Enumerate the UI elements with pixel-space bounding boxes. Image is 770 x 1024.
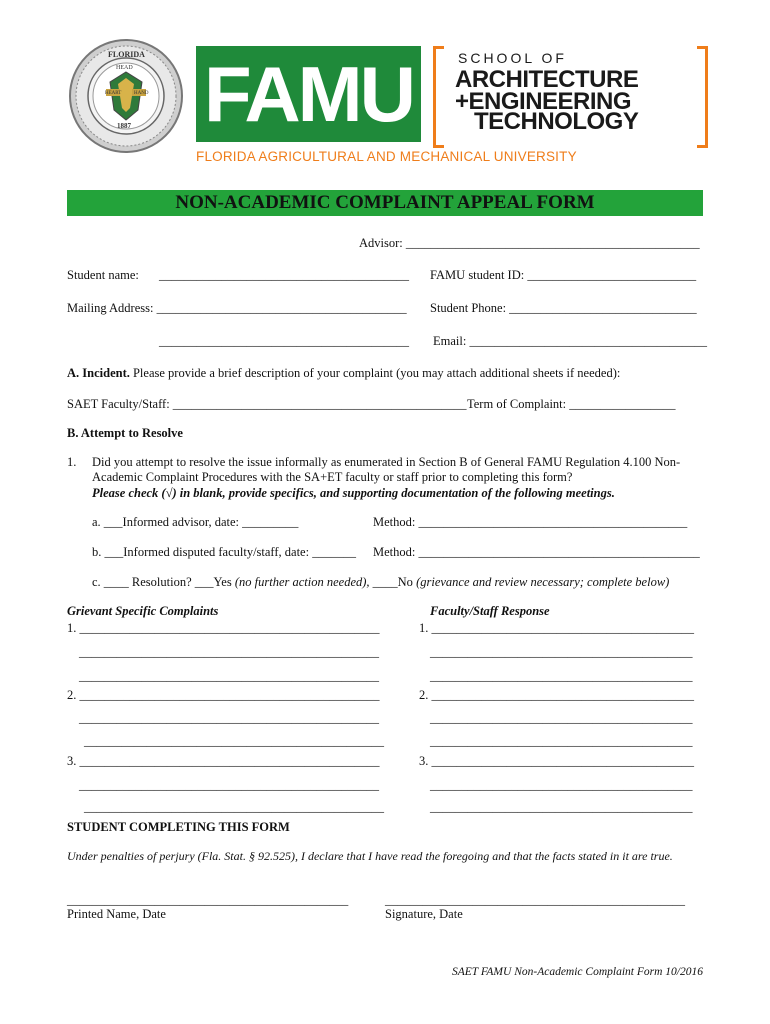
famu-wordmark: FAMU <box>204 50 413 138</box>
informed-advisor-item[interactable]: a. ___Informed advisor, date: _________ <box>92 515 299 529</box>
method-b-field[interactable]: Method: _____________________________________________ <box>373 545 700 559</box>
student-phone-field[interactable]: Student Phone: ______________________________ <box>430 301 697 315</box>
student-completing-heading: STUDENT COMPLETING THIS FORM <box>67 820 290 834</box>
faculty-response-header: Faculty/Staff Response <box>430 604 550 618</box>
form-title-bar <box>67 190 703 216</box>
famu-student-id-field[interactable]: FAMU student ID: ___________________________ <box>430 268 697 282</box>
student-name-field[interactable]: ________________________________________ <box>159 268 409 282</box>
resolution-no-label[interactable]: ____No <box>369 575 417 589</box>
section-a-label: A. Incident. <box>67 366 130 380</box>
famu-logo <box>196 46 421 142</box>
informed-faculty-item[interactable]: b. ___Informed disputed faculty/staff, date: _______ <box>92 545 356 559</box>
printed-name-line[interactable]: _____________________________________________ <box>67 893 349 907</box>
seal-text-hand: HAND <box>134 91 149 96</box>
engineering-text: +ENGINEERING <box>455 88 632 115</box>
seal-text-florida: FLORIDA <box>108 50 145 59</box>
faculty-line[interactable]: __________________________________________ <box>430 800 693 814</box>
mailing-address-field[interactable]: Mailing Address: ________________________________________ <box>67 301 407 315</box>
grievant-complaints-header: Grievant Specific Complaints <box>67 604 219 618</box>
resolution-yes-label[interactable]: c. ____ Resolution? ___Yes <box>92 575 235 589</box>
seal-text-heart: HEART <box>105 91 122 96</box>
faculty-line[interactable]: __________________________________________ <box>430 734 693 748</box>
faculty-line[interactable]: 1. __________________________________________ <box>419 621 694 635</box>
question-1-text-line2: Academic Complaint Procedures with the SA+ET faculty or staff prior to completing this form? <box>92 470 573 484</box>
grievant-line[interactable]: ________________________________________________ <box>79 778 379 792</box>
method-a-field[interactable]: Method: ___________________________________________ <box>373 515 688 529</box>
resolution-no-note: (grievance and review necessary; complete below) <box>416 575 670 589</box>
term-of-complaint-field[interactable]: Term of Complaint: _________________ <box>467 397 676 411</box>
resolution-item[interactable] <box>92 575 669 590</box>
advisor-field[interactable]: Advisor: _______________________________________________ <box>359 236 700 250</box>
email-field[interactable]: Email: ______________________________________ <box>433 334 707 348</box>
seal-text-head: HEAD <box>116 65 133 71</box>
section-a-text: Please provide a brief description of your complaint (you may attach additional sheets if needed): <box>129 366 621 380</box>
signature-date-label: Signature, Date <box>385 907 463 921</box>
grievant-line[interactable]: ________________________________________________ <box>79 669 379 683</box>
grievant-line[interactable]: 2. ________________________________________________ <box>67 688 380 702</box>
grievant-line[interactable]: 1. ________________________________________________ <box>67 621 380 635</box>
famu-seal-logo <box>68 38 184 154</box>
form-footer: SAET FAMU Non-Academic Complaint Form 10/2016 <box>452 966 703 978</box>
printed-name-label: Printed Name, Date <box>67 907 166 921</box>
resolution-yes-note: (no further action needed), <box>234 575 370 589</box>
faculty-line[interactable]: 2. __________________________________________ <box>419 688 694 702</box>
mailing-address-line2[interactable]: ________________________________________ <box>159 334 409 348</box>
question-1-text-line1: Did you attempt to resolve the issue informally as enumerated in Section B of General FAMU Regulation 4.100 Non- <box>92 455 681 469</box>
grievant-line[interactable]: ________________________________________________ <box>79 645 379 659</box>
question-1-instruction: Please check (√) in blank, provide specifics, and supporting documentation of the following meetings. <box>92 486 615 500</box>
left-bracket <box>433 46 444 148</box>
technology-text: TECHNOLOGY <box>474 108 639 135</box>
faculty-line[interactable]: __________________________________________ <box>430 778 693 792</box>
grievant-line[interactable]: 3. ________________________________________________ <box>67 754 380 768</box>
section-a-heading <box>67 366 620 381</box>
faculty-line[interactable]: __________________________________________ <box>430 669 693 683</box>
faculty-line[interactable]: 3. __________________________________________ <box>419 754 694 768</box>
seal-text-year: 1887 <box>117 122 131 130</box>
form-title: NON-ACADEMIC COMPLAINT APPEAL FORM <box>175 192 595 213</box>
right-bracket <box>697 46 708 148</box>
faculty-staff-field[interactable]: SAET Faculty/Staff: _______________________________________________ <box>67 397 467 411</box>
architecture-text: ARCHITECTURE <box>455 66 639 93</box>
grievant-line[interactable]: ________________________________________________ <box>84 800 384 814</box>
perjury-statement: Under penalties of perjury (Fla. Stat. § 92.525), I declare that I have read the foregoing and that the facts stated in it are true. <box>67 849 673 863</box>
section-b-heading: B. Attempt to Resolve <box>67 426 183 440</box>
university-name: FLORIDA AGRICULTURAL AND MECHANICAL UNIVERSITY <box>196 149 577 164</box>
grievant-line[interactable]: ________________________________________________ <box>84 734 384 748</box>
signature-line[interactable]: ________________________________________________ <box>385 893 685 907</box>
question-1-number: 1. <box>67 455 77 469</box>
student-name-label: Student name: <box>67 268 139 282</box>
faculty-line[interactable]: __________________________________________ <box>430 645 693 659</box>
school-of-text: SCHOOL OF <box>458 50 567 66</box>
grievant-line[interactable]: ________________________________________________ <box>79 711 379 725</box>
faculty-line[interactable]: __________________________________________ <box>430 711 693 725</box>
